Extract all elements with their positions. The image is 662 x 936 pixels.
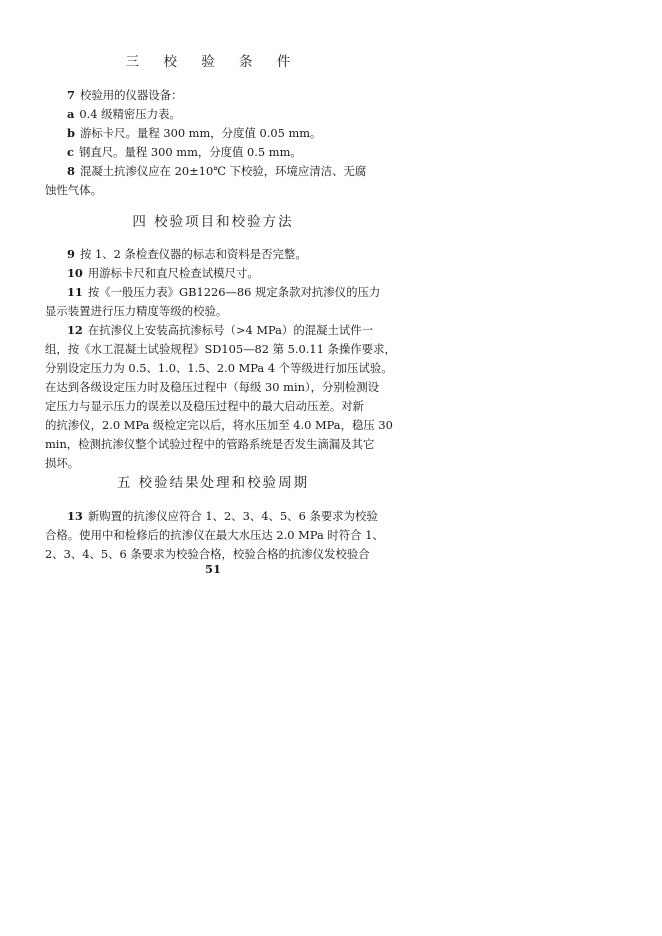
item-13-line-2: 合格。使用中和检修后的抗渗仪在最大水压达 2.0 MPa 时符合 1、 [45, 528, 384, 542]
item-text: 钢直尺。量程 300 mm，分度值 0.5 mm。 [78, 145, 302, 159]
section-3-title: 三 校 验 条 件 [125, 54, 301, 70]
item-12-line-2: 组，按《水工混凝土试验规程》SD105—82 第 5.0.11 条操作要求， [45, 342, 396, 356]
item-num: c [67, 145, 74, 159]
item-12-line-5: 定压力与显示压力的误差以及稳压过程中的最大启动压差。对新 [45, 399, 364, 413]
item-c [45, 143, 381, 162]
item-b [45, 124, 381, 143]
item-10 [45, 264, 381, 283]
item-9 [45, 245, 381, 264]
item-num: 13 [67, 509, 83, 523]
item-text: 按《一般压力表》GB1226—86 规定条款对抗渗仪的压力 [87, 285, 381, 299]
item-13-line-3: 2、3、4、5、6 条要求为校验合格，校验合格的抗渗仪发校验合 [45, 547, 370, 561]
item-text: 用游标卡尺和直尺检查试模尺寸。 [87, 266, 259, 280]
item-num: 10 [67, 266, 83, 280]
item-12-line-8: 损坏。 [45, 456, 80, 470]
item-num: b [67, 126, 75, 140]
item-text: 游标卡尺。量程 300 mm，分度值 0.05 mm。 [79, 126, 322, 140]
item-num: 7 [67, 88, 75, 102]
item-a [45, 105, 381, 124]
item-text: 0.4 级精密压力表。 [79, 107, 181, 121]
item-num: 8 [67, 164, 75, 178]
item-text: 按 1、2 条检查仪器的标志和资料是否完整。 [79, 247, 307, 261]
item-num: a [67, 107, 75, 121]
page-number: 51 [204, 562, 221, 576]
item-12-line-3: 分别设定压力为 0.5、1.0、1.5、2.0 MPa 4 个等级进行加压试验。 [45, 361, 393, 375]
item-11-line-1 [45, 283, 381, 302]
section-5-title: 五 校验结果处理和校验周期 [116, 475, 310, 491]
item-num: 11 [67, 285, 83, 299]
item-12-line-4: 在达到各级设定压力时及稳压过程中（每级 30 min），分别检测设 [45, 380, 379, 394]
item-text: 新购置的抗渗仪应符合 1、2、3、4、5、6 条要求为校验 [87, 509, 378, 523]
item-num: 12 [67, 323, 83, 337]
item-text: 在抗渗仪上安装高抗渗标号（>4 MPa）的混凝土试件一 [87, 323, 374, 337]
item-11-line-2: 显示装置进行压力精度等级的校验。 [45, 304, 228, 318]
item-text: 混凝土抗渗仪应在 20±10℃ 下校验，环境应清洁、无腐 [79, 164, 367, 178]
section-4-title: 四 校验项目和校验方法 [132, 214, 294, 230]
item-7 [45, 86, 381, 105]
item-12-line-6: 的抗渗仪，2.0 MPa 级检定完以后，将水压加至 4.0 MPa，稳压 30 [45, 418, 393, 432]
item-13-line-1 [45, 507, 381, 526]
item-8-line-2: 蚀性气体。 [45, 183, 102, 197]
item-8-line-1 [45, 162, 381, 181]
item-12-line-7: min，检测抗渗仪整个试验过程中的管路系统是否发生滴漏及其它 [45, 437, 375, 451]
item-num: 9 [67, 247, 75, 261]
item-12-line-1 [45, 321, 381, 340]
item-text: 校验用的仪器设备： [79, 88, 183, 102]
